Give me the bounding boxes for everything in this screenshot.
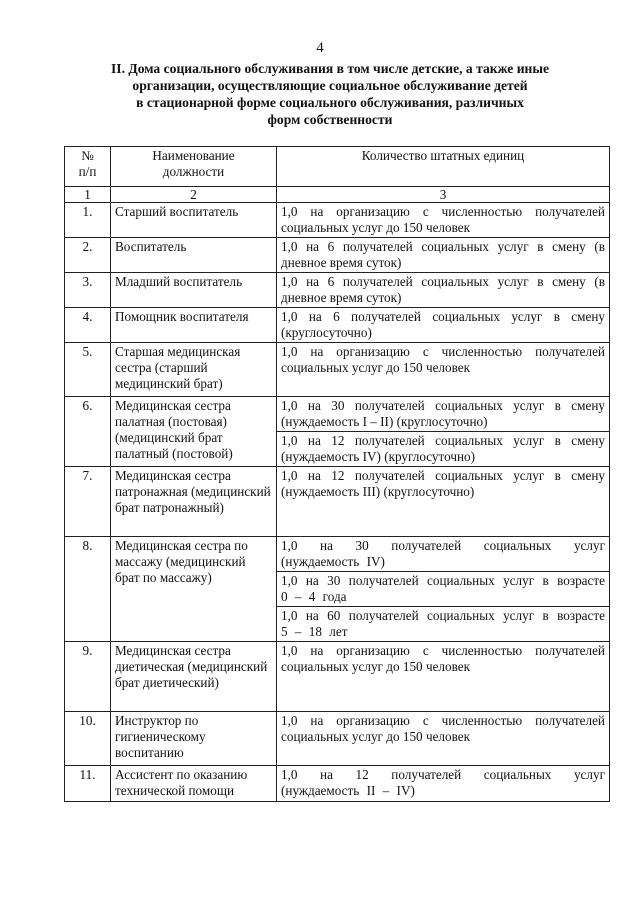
title-line: форм собственности xyxy=(267,112,393,127)
table-row xyxy=(65,467,610,537)
table-row xyxy=(65,308,610,343)
column-number: 2 xyxy=(111,187,277,203)
row-number: 5. xyxy=(65,343,111,397)
row-number: 10. xyxy=(65,712,111,766)
staff-rate: 1,0 на 6 получателей социальных услуг в смену (в дневное время суток) xyxy=(277,273,610,308)
position-name: Младший воспитатель xyxy=(111,273,277,308)
table-row xyxy=(65,766,610,802)
staff-rate: 1,0 на 6 получателей социальных услуг в смену (в дневное время суток) xyxy=(277,238,610,273)
staff-rate: 1,0 на 12 получателей социальных услуг в смену (нуждаемость III) (круглосуточно) xyxy=(277,467,610,537)
header-position: Наименование должности xyxy=(111,147,277,187)
header-count: Количество штатных единиц xyxy=(277,147,610,187)
position-name: Медицинская сестра диетическая (медицинский брат диетический) xyxy=(111,642,277,712)
staff-rate: 1,0 на 12 получателей социальных услуг (нуждаемость II – IV) xyxy=(277,766,610,802)
row-number: 9. xyxy=(65,642,111,712)
table-row xyxy=(65,203,610,238)
row-number: 1. xyxy=(65,203,111,238)
staff-rate: 1,0 на организацию с численностью получателей социальных услуг до 150 человек xyxy=(277,712,610,766)
row-number: 2. xyxy=(65,238,111,273)
position-name: Медицинская сестра по массажу (медицинский брат по массажу) xyxy=(111,537,277,642)
table-row xyxy=(65,343,610,397)
table-row xyxy=(65,642,610,712)
section-title xyxy=(80,60,580,128)
title-line: в стационарной форме социального обслуживания, различных xyxy=(136,95,524,110)
page-number: 4 xyxy=(316,40,324,56)
table-row xyxy=(65,537,610,572)
staff-rate: 1,0 на организацию с численностью получателей социальных услуг до 150 человек xyxy=(277,642,610,712)
staff-rate: 1,0 на 6 получателей социальных услуг в смену (круглосуточно) xyxy=(277,308,610,343)
staff-rate: 1,0 на 12 получателей социальных услуг в смену (нуждаемость IV) (круглосуточно) xyxy=(277,432,610,467)
staff-positions-table xyxy=(64,146,610,802)
staff-rate: 1,0 на 30 получателей социальных услуг в возрасте 0 – 4 года xyxy=(277,572,610,607)
position-name: Старший воспитатель xyxy=(111,203,277,238)
table-row xyxy=(65,397,610,432)
row-number: 11. xyxy=(65,766,111,802)
staff-rate: 1,0 на 30 получателей социальных услуг (нуждаемость IV) xyxy=(277,537,610,572)
column-number: 3 xyxy=(277,187,610,203)
header-row xyxy=(65,147,610,187)
row-number: 8. xyxy=(65,537,111,642)
row-number: 6. xyxy=(65,397,111,467)
title-line: II. Дома социального обслуживания в том числе детские, а также иные xyxy=(110,61,550,76)
table-row xyxy=(65,712,610,766)
header-num: № п/п xyxy=(65,147,111,187)
position-name: Старшая медицинская сестра (старший медицинский брат) xyxy=(111,343,277,397)
row-number: 4. xyxy=(65,308,111,343)
position-name: Воспитатель xyxy=(111,238,277,273)
row-number: 7. xyxy=(65,467,111,537)
title-line: организации, осуществляющие социальное обслуживание детей xyxy=(132,78,528,93)
position-name: Медицинская сестра палатная (постовая) (медицинский брат палатный (постовой) xyxy=(111,397,277,467)
column-number-row xyxy=(65,187,610,203)
staff-rate: 1,0 на организацию с численностью получателей социальных услуг до 150 человек xyxy=(277,203,610,238)
staff-rate: 1,0 на организацию с численностью получателей социальных услуг до 150 человек xyxy=(277,343,610,397)
staff-rate: 1,0 на 60 получателей социальных услуг в возрасте 5 – 18 лет xyxy=(277,607,610,642)
staff-rate: 1,0 на 30 получателей социальных услуг в смену (нуждаемость I – II) (круглосуточно) xyxy=(277,397,610,432)
position-name: Помощник воспитателя xyxy=(111,308,277,343)
position-name: Инструктор по гигиеническому воспитанию xyxy=(111,712,277,766)
table-row xyxy=(65,238,610,273)
position-name: Медицинская сестра патронажная (медицинский брат патронажный) xyxy=(111,467,277,537)
column-number: 1 xyxy=(65,187,111,203)
position-name: Ассистент по оказанию технической помощи xyxy=(111,766,277,802)
row-number: 3. xyxy=(65,273,111,308)
table-row xyxy=(65,273,610,308)
